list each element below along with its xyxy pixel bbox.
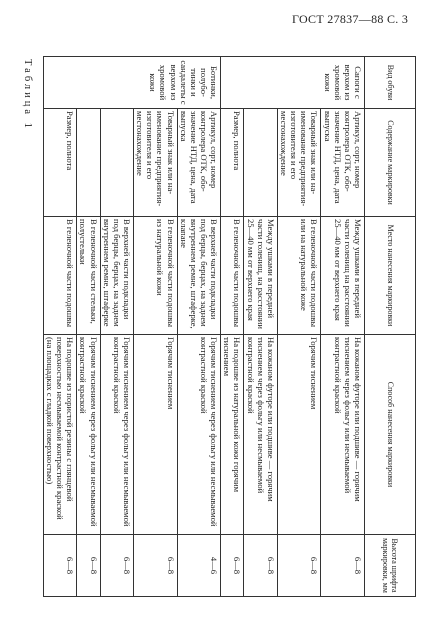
cell-height: 6—8 bbox=[100, 535, 133, 597]
table-row bbox=[177, 57, 221, 597]
cell-height: 6—8 bbox=[77, 535, 100, 597]
cell-content: Размер, полнота bbox=[43, 109, 76, 217]
table-row bbox=[134, 57, 178, 597]
shoe-type-boots: Сапоги с верхом из хромовой кожи bbox=[221, 57, 365, 109]
cell-place: Между ушками в передней части голенищ, на расстоянии 25—40 мм от верхнего края bbox=[244, 217, 277, 335]
cell-place: Между ушками в передней части голенищ на расстоянии 25—40 мм от верхнего края bbox=[321, 217, 365, 335]
cell-place: В геленочной части подошвы из натуральной кожи bbox=[134, 217, 178, 335]
rotated-page-area bbox=[8, 44, 428, 614]
cell-height: 6—8 bbox=[321, 535, 365, 597]
page-header bbox=[0, 0, 443, 26]
cell-content bbox=[244, 109, 277, 217]
cell-method: Горячим тиснением bbox=[277, 335, 321, 535]
table-label: Таблица 1 bbox=[22, 59, 33, 131]
cell-height: 6—8 bbox=[277, 535, 321, 597]
cell-place: В геленочной части стельки, полустельки bbox=[77, 217, 100, 335]
table-row bbox=[244, 57, 277, 597]
cell-height: 6—8 bbox=[43, 535, 76, 597]
cell-method: Горячим тиснением bbox=[134, 335, 178, 535]
cell-method: На кожаном футоре или подшиве — горячим тиснением через фольгу или несмываемой контрастной краской bbox=[244, 335, 277, 535]
table-row bbox=[221, 57, 244, 597]
header-content: Содержание маркировки bbox=[365, 109, 416, 217]
cell-height: 6—8 bbox=[221, 535, 244, 597]
rotated-table-content bbox=[8, 44, 428, 614]
table-row bbox=[77, 57, 100, 597]
table-row bbox=[43, 57, 76, 597]
table-row bbox=[277, 57, 321, 597]
header-place: Место нанесения маркировки bbox=[365, 217, 416, 335]
header-shoe-type: Вид обуви bbox=[365, 57, 416, 109]
header-method: Способ нанесения маркировки bbox=[365, 335, 416, 535]
cell-content bbox=[77, 109, 100, 217]
cell-height: 6—8 bbox=[244, 535, 277, 597]
cell-place: В геленочной части подошвы bbox=[43, 217, 76, 335]
table-row bbox=[100, 57, 133, 597]
cell-method: Горячим тиснением через фольгу или несмываемой контрастной краской bbox=[177, 335, 221, 535]
cell-method: На подошве из натуральной кожи горячим тиснением bbox=[221, 335, 244, 535]
cell-place: В геленочной части подошвы bbox=[221, 217, 244, 335]
cell-height: 4—6 bbox=[177, 535, 221, 597]
cell-place: В геленочной части подошвы или на натуральной коже bbox=[277, 217, 321, 335]
cell-content: Размер, полнота bbox=[221, 109, 244, 217]
cell-method: На подошве из пористой резины с глянцевой поверхностью несмываемой контрастной краской (на площадках с гладкой поверхностью) bbox=[43, 335, 76, 535]
cell-content: Товарный знак или наименование предприятия-изготовителя и его местонахождение bbox=[134, 109, 178, 217]
table-row bbox=[321, 57, 365, 597]
table-header-row bbox=[365, 57, 416, 597]
cell-method: На кожаном футоре или подшиве — горячим тиснением через фольгу или несмываемой контрастной краской bbox=[321, 335, 365, 535]
shoe-type-shoes: Ботинки, полуботинки и сандалеты с верхом из хромовой кожи bbox=[43, 57, 220, 109]
cell-method: Горячим тиснением через фольгу или несмываемой контрастной краской bbox=[77, 335, 100, 535]
cell-content: Артикул, сорт, номер контролера ОТК, обозначение НТД, цена, дата выпуска bbox=[177, 109, 221, 217]
cell-content bbox=[100, 109, 133, 217]
page-number-header: ГОСТ 27837—88 С. 3 bbox=[292, 12, 409, 26]
cell-method: Горячим тиснением через фольгу или несмываемой контрастной краской bbox=[100, 335, 133, 535]
cell-height: 6—8 bbox=[134, 535, 178, 597]
marking-table bbox=[43, 56, 416, 597]
header-font-height: Высота шрифта маркировки, мм bbox=[365, 535, 416, 597]
cell-content: Товарный знак или наименование предприятия-изготовителя и его местонахождение bbox=[277, 109, 321, 217]
cell-content: Артикул, сорт, номер контролера ОТК, обозначение НТД, цена, дата выпуска bbox=[321, 109, 365, 217]
cell-place: В верхней части подкладки под берцы, берцах, на заднем внутреннем ремне, штаферке, клапане bbox=[177, 217, 221, 335]
cell-place: В верхней части подкладки под берцы, берцах, на заднем внутреннем ремне, штаферке bbox=[100, 217, 133, 335]
